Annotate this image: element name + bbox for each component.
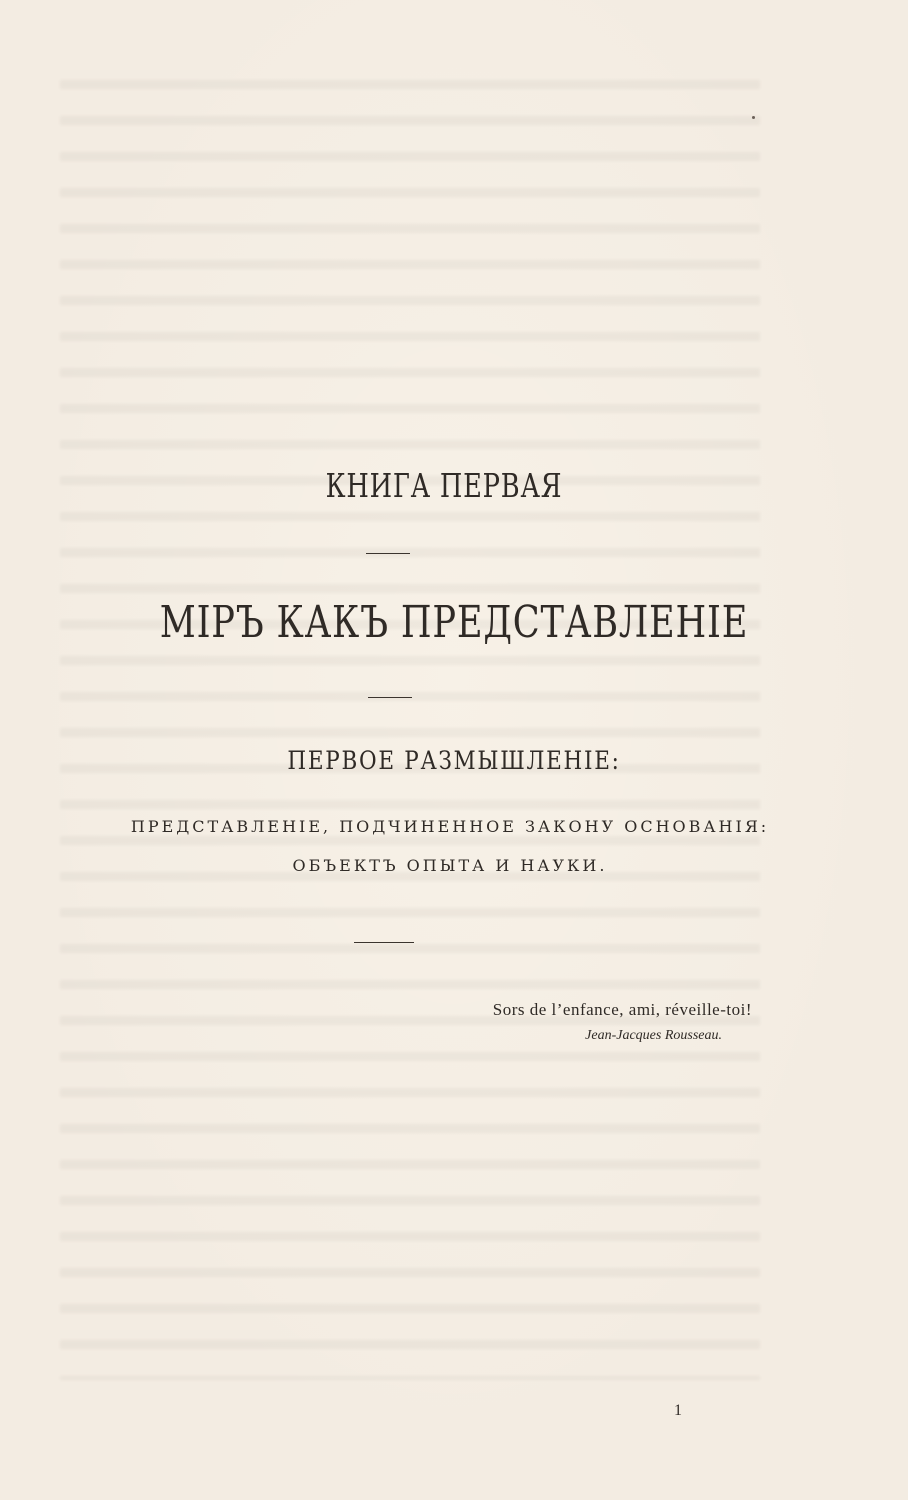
paper-speck (752, 116, 755, 119)
subtitle-line-1: ПРЕДСТАВЛЕНIЕ, ПОДЧИНЕННОЕ ЗАКОНУ ОСНОВАНIЯ: (130, 817, 770, 836)
bleed-through-texture (60, 80, 760, 1380)
divider-rule (368, 697, 412, 698)
main-title: МIРЪ КАКЪ ПРЕДСТАВЛЕНIЕ (159, 597, 749, 648)
divider-rule (366, 553, 410, 554)
page-number: 1 (674, 1402, 682, 1419)
divider-rule (354, 942, 414, 943)
epigraph-author: Jean-Jacques Rousseau. (585, 1028, 722, 1043)
book-label: КНИГА ПЕРВАЯ (325, 466, 563, 505)
subtitle-line-2: ОБЪЕКТЪ ОПЫТА И НАУКИ. (292, 856, 608, 875)
epigraph-quote: Sors de l’enfance, ami, réveille-toi! (492, 1000, 752, 1019)
meditation-heading: ПЕРВОЕ РАЗМЫШЛЕНIЕ: (287, 746, 621, 775)
